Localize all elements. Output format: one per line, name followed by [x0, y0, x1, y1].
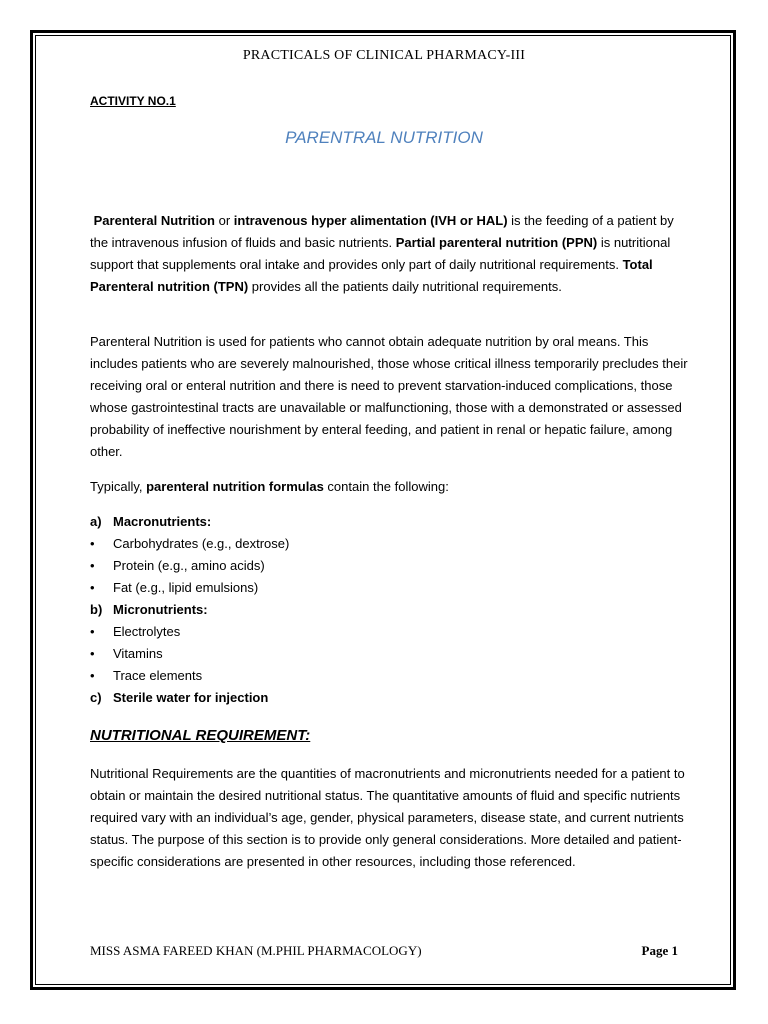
term-formulas: parenteral nutrition formulas: [146, 479, 324, 494]
paragraph-definition: Parenteral Nutrition or intravenous hyper alimentation (IVH or HAL) is the feeding of a patient by the intravenous infusion of fluids and basic nutrients. Partial parenteral nutrition (PPN) is nutritional support that supplements oral intake and provides only part of daily nutritional requirements. Total Parenteral nutrition (TPN) provides all the patients daily nutritional requirements.: [90, 213, 674, 294]
term-ppn: Partial parenteral nutrition (PPN): [395, 235, 598, 250]
section-heading-nutritional-requirement: NUTRITIONAL REQUIREMENT:: [90, 727, 311, 744]
bullet-icon: •: [90, 536, 95, 551]
bullet-icon: •: [90, 558, 95, 573]
page-title: PARENTRAL NUTRITION: [285, 128, 483, 147]
list-item: • Protein (e.g., amino acids): [90, 555, 690, 577]
bullet-icon: •: [90, 624, 95, 639]
footer-page-number: Page 1: [641, 943, 678, 958]
list-item: • Vitamins: [90, 643, 690, 665]
bullet-icon: •: [90, 646, 95, 661]
footer-author: MISS ASMA FAREED KHAN (M.PHIL PHARMACOLOGY): [90, 943, 422, 958]
paragraph-formulas-intro: Typically, parenteral nutrition formulas contain the following:: [90, 479, 449, 494]
bullet-icon: •: [90, 668, 95, 683]
list-heading-macronutrients: a) Macronutrients:: [90, 514, 212, 529]
paragraph-requirements: Nutritional Requirements are the quantities of macronutrients and micronutrients needed for a patient to obtain or maintain the desired nutritional status. The quantitative amounts of fluid and specific nutrients required vary with an individual’s age, gender, physical parameters, disease state, and current nutrients status. The purpose of this section is to provide only general considerations. More detailed and patient-specific considerations are presented in other resources, including those referenced.: [90, 766, 685, 869]
list-item: • Trace elements: [90, 665, 690, 687]
list-item: • Fat (e.g., lipid emulsions): [90, 577, 690, 599]
list-item: • Electrolytes: [90, 621, 690, 643]
term-ivh-hal: intravenous hyper alimentation (IVH or HAL): [233, 213, 508, 228]
formula-contents-list: [90, 511, 690, 709]
paragraph-indications: Parenteral Nutrition is used for patients who cannot obtain adequate nutrition by oral means. This includes patients who are severely malnourished, those whose critical illness temporarily precludes their receiving oral or enteral nutrition and there is need to prevent starvation-induced complications, those whose gastrointestinal tracts are unavailable or malfunctioning, those with a demonstrated or assessed probability of ineffective nourishment by enteral feeding, and patient in renal or hepatic failure, among other.: [90, 334, 688, 459]
bullet-icon: •: [90, 580, 95, 595]
term-tpn: Total Parenteral nutrition (TPN): [90, 257, 653, 294]
list-item: • Carbohydrates (e.g., dextrose): [90, 533, 690, 555]
term-parenteral-nutrition: Parenteral Nutrition: [93, 213, 215, 228]
activity-number: ACTIVITY NO.1: [90, 94, 176, 108]
list-heading-micronutrients: b) Micronutrients:: [90, 602, 208, 617]
list-heading-sterile-water: c) Sterile water for injection: [90, 690, 269, 705]
page-header: PRACTICALS OF CLINICAL PHARMACY-III: [242, 48, 526, 63]
